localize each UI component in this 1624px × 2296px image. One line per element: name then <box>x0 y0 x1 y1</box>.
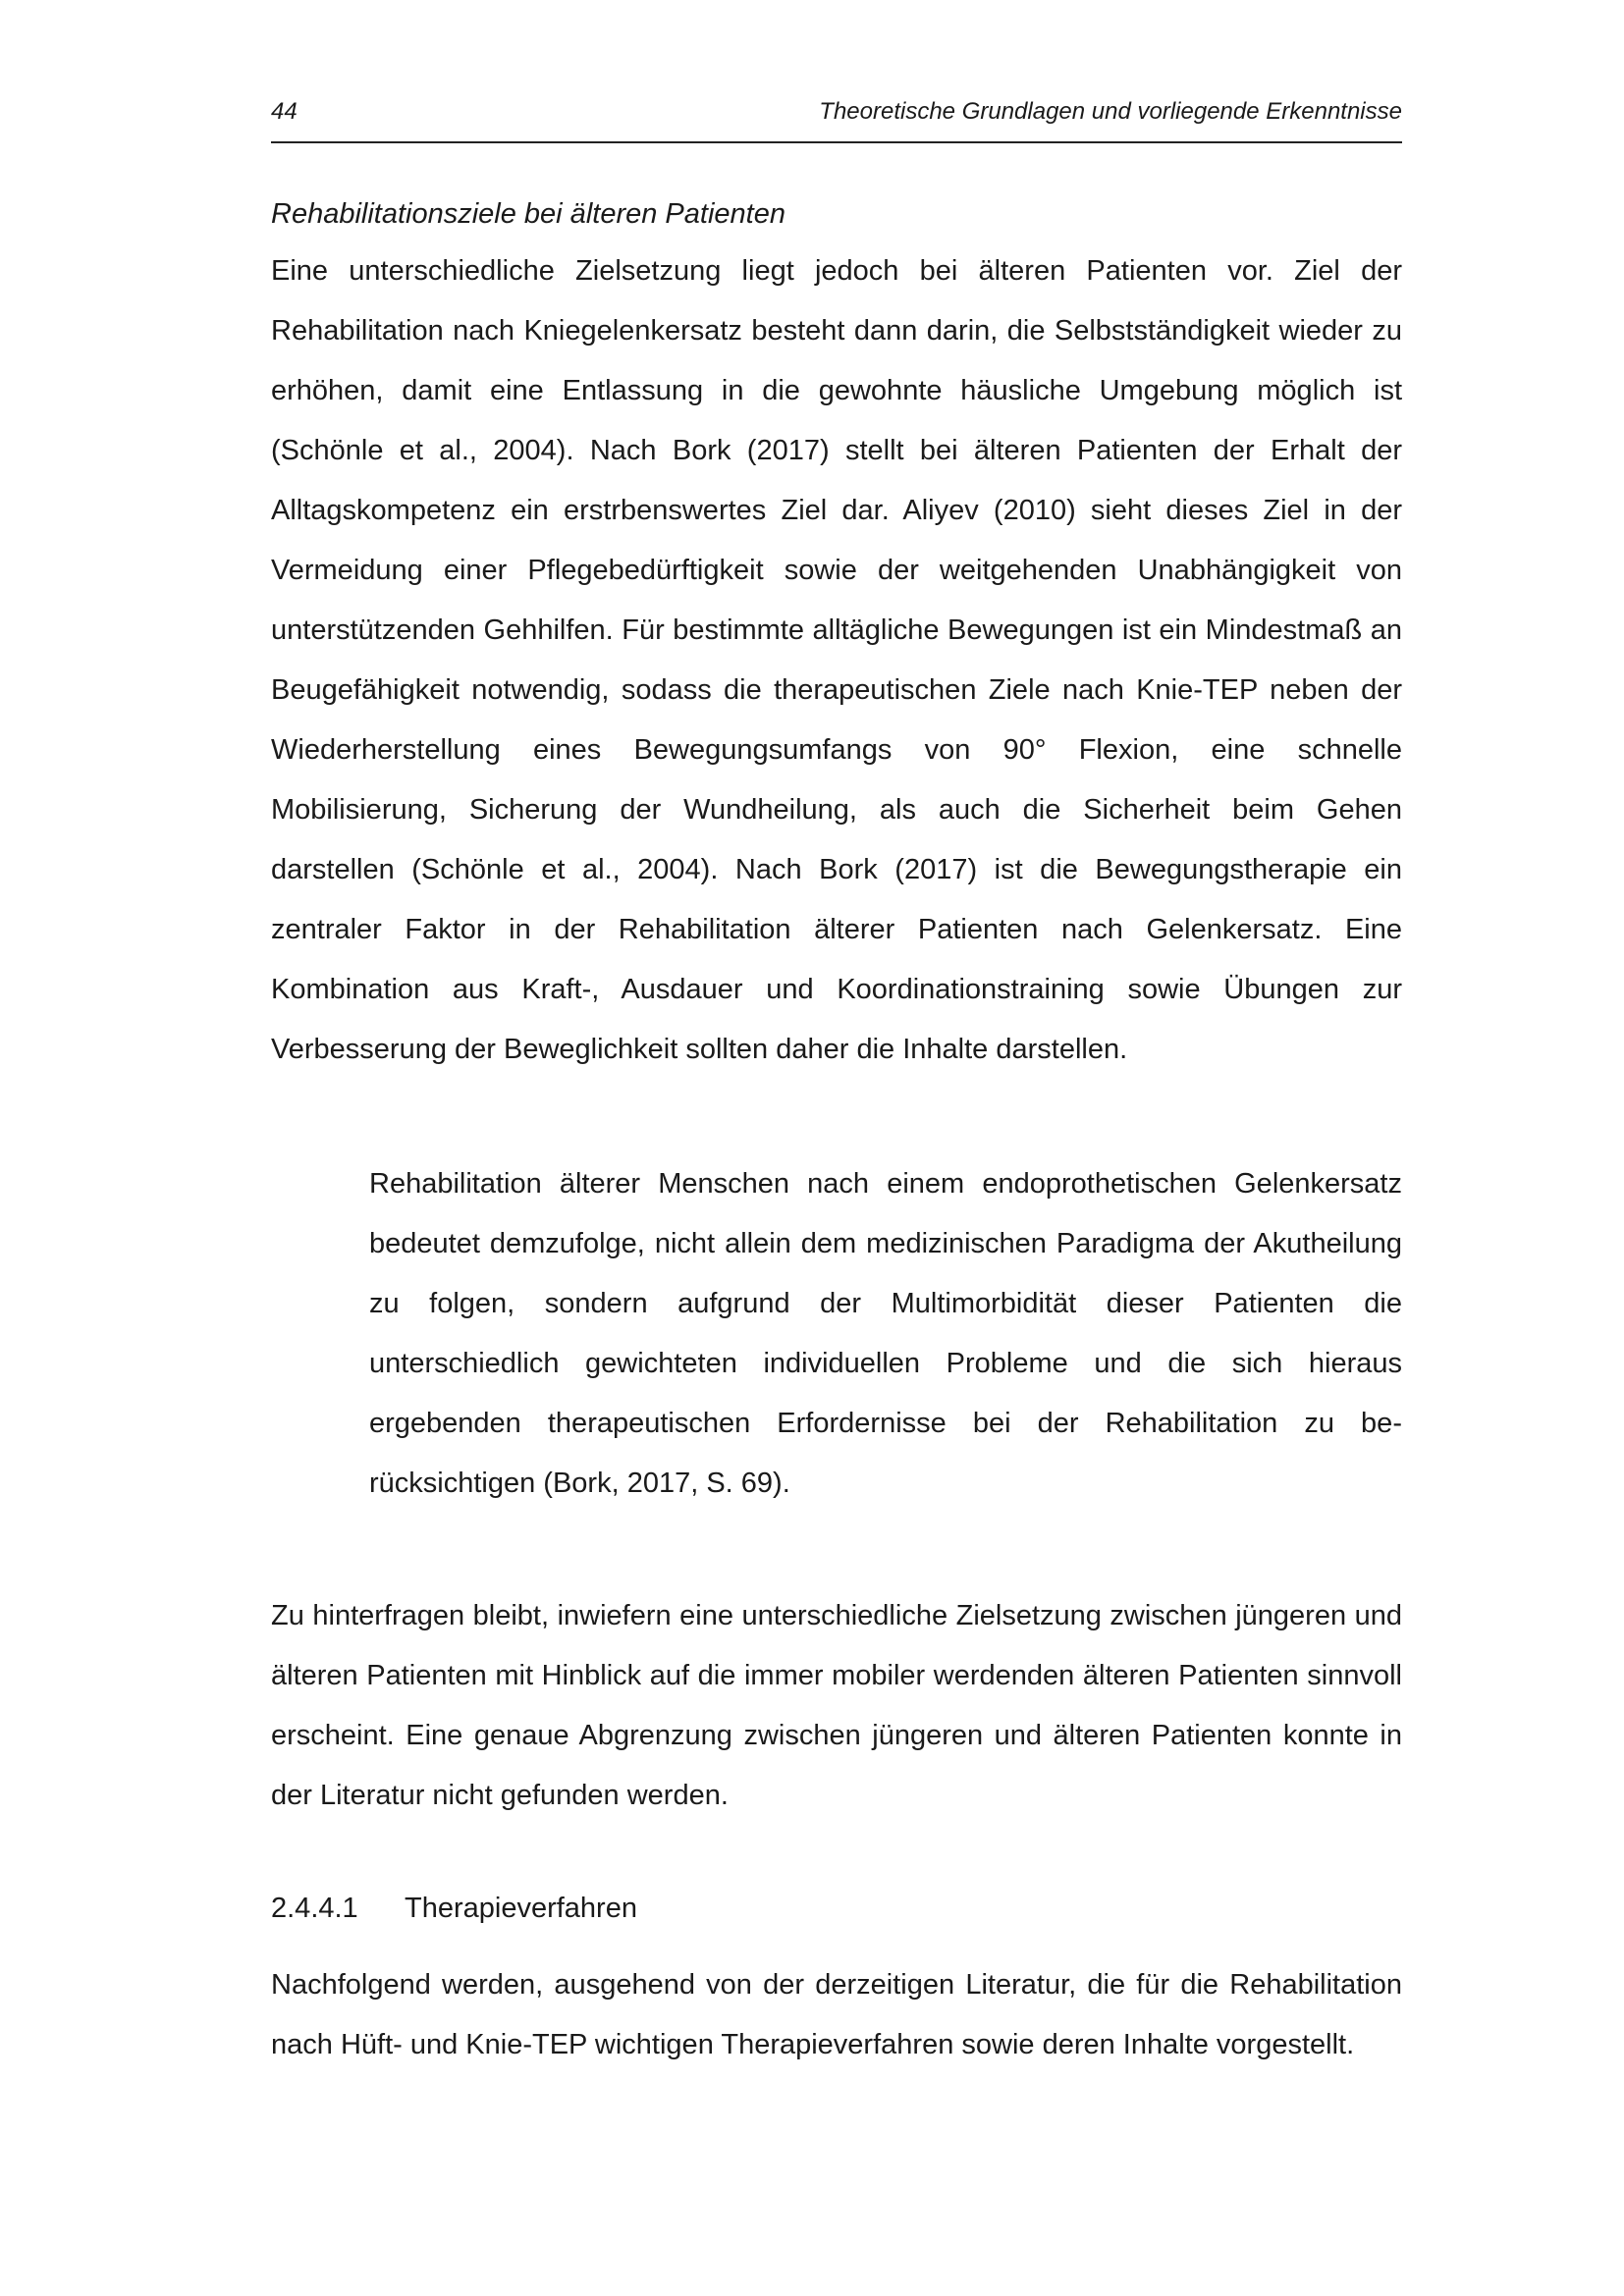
section-title: Therapieverfahren <box>405 1893 637 1924</box>
section-number: 2.4.4.1 <box>271 1893 358 1924</box>
paragraph-introduction-therapies: Nachfolgend werden, ausgehend von der derzeitigen Literatur, die für die Rehabilitation nach Hüft- und Knie-TEP wichtigen Therapieverfahren sowie deren Inhalte vorgestellt. <box>271 1969 1402 2060</box>
page-content <box>271 192 1402 2075</box>
section-heading-therapieverfahren <box>271 1887 1402 1930</box>
paragraph-differentiation: Zu hinterfragen bleibt, inwiefern eine unterschiedliche Zielsetzung zwischen jüngeren und älteren Patienten mit Hinblick auf die immer mobiler werdenden älteren Patienten sinnvoll erscheint. Eine genaue Abgrenzung zwischen jüngeren und älteren Patienten konnte in der Literatur nicht gefunden werden. <box>271 1600 1402 1811</box>
paragraph-older-patients-goals: Eine unterschiedliche Zielsetzung liegt jedoch bei älteren Patienten vor. Ziel der Rehabilitation nach Kniegelenkersatz besteht dann darin, die Selbstständigkeit wieder zu erhöhen, damit eine Entlassung in die gewohnte häusliche Umgebung möglich ist (Schönle et al., 2004). Nach Bork (2017) stellt bei älteren Patienten der Erhalt der Alltagskompetenz ein erstrbenswertes Ziel dar. Aliyev (2010) sieht dieses Ziel in der Vermeidung einer Pflegebedürftigkeit sowie der weitgehenden Unabhängigkeit von unterstützenden Gehhilfen. Für bestimmte alltägliche Bewegungen ist ein Mindestmaß an Beugefähigkeit notwendig, sodass die therapeutischen Ziele nach Knie-TEP neben der Wiederherstellung eines Bewegungsumfangs von 90° Flexion, eine schnelle Mobilisierung, Sicherung der Wundheilung, als auch die Sicherheit beim Gehen darstellen (Schönle et al., 2004). Nach Bork (2017) ist die Bewegungstherapie ein zentraler Faktor in der Rehabilitation älterer Patienten nach Gelenkersatz. Eine Kombination aus Kraft-, Ausdauer und Koordinationstraining sowie Übungen zur Verbesserung der Beweglichkeit sollten daher die Inhalte darstellen. <box>271 255 1402 1065</box>
page-number: 44 <box>271 98 298 125</box>
running-title: Theoretische Grundlagen und vorliegende Erkenntnisse <box>819 98 1402 125</box>
page-header <box>271 98 1402 143</box>
subheading-rehabilitation-goals: Rehabilitationsziele bei älteren Patienten <box>271 198 785 230</box>
block-quote-bork: Rehabilitation älterer Menschen nach einem endoprothetischen Gelenkersatz bedeutet demzufolge, nicht allein dem medizinischen Paradigma der Akutheilung zu folgen, sondern aufgrund der Multimorbidität dieser Patienten die unterschiedlich gewichteten individuellen Probleme und die sich hieraus ergebenden therapeutischen Erfordernisse bei der Rehabilitation zu berücksichtigen (Bork, 2017, S. 69). <box>369 1168 1402 1499</box>
